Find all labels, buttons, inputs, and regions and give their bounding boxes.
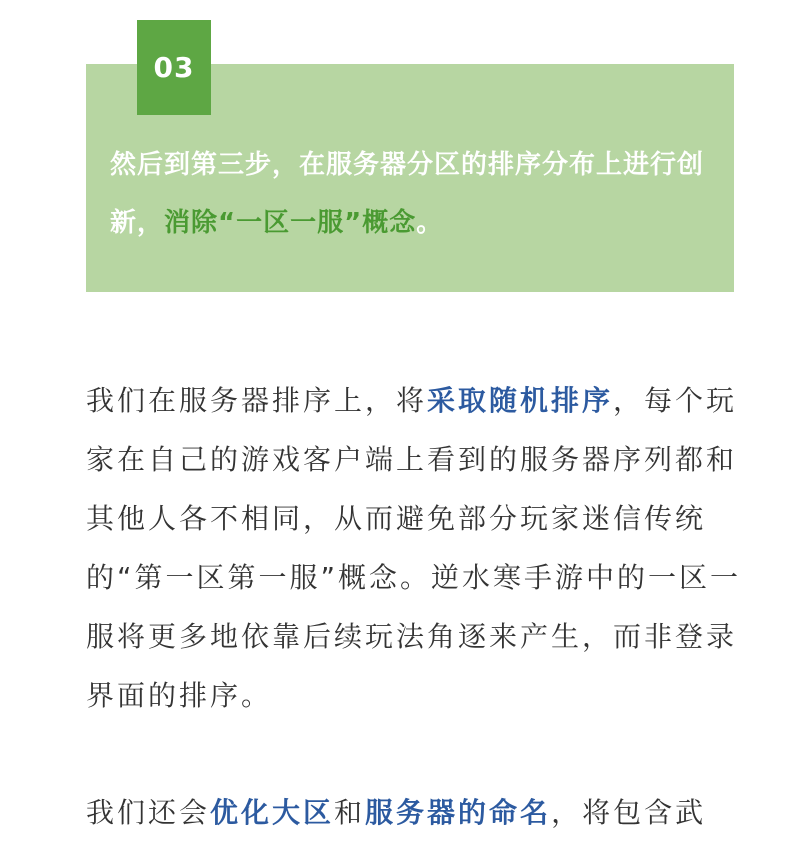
paragraph2-text-3: ，将包含武 bbox=[551, 796, 707, 829]
paragraph1-text-2: ，每个玩家在自己的游戏客户端上看到的服务器序列都和其他人各不相同，从而避免部分玩家迷信传统的“第一区第一服”概念。逆水寒手游中的一区一服将更多地依靠后续玩法角逐来产生，而非登录界面的排序。 bbox=[86, 384, 742, 712]
step-number-badge bbox=[137, 20, 211, 115]
paragraph1-text-1: 我们在服务器排序上，将 bbox=[86, 384, 428, 417]
paragraph2-highlight-1: 优化大区 bbox=[210, 796, 335, 829]
paragraph2-text-2: 和 bbox=[334, 796, 366, 829]
paragraph2-text-1: 我们还会 bbox=[86, 796, 211, 829]
paragraph1-highlight-1: 采取随机排序 bbox=[427, 384, 614, 417]
step-description bbox=[110, 136, 720, 252]
paragraph-naming bbox=[86, 783, 746, 842]
step-number: 03 bbox=[153, 51, 195, 84]
step-text-plain: 然后到第三步，在服务器分区的排序分布上进行创新， bbox=[110, 150, 705, 238]
step-text-highlight: 消除“一区一服”概念 bbox=[164, 208, 417, 238]
step-text-end: 。 bbox=[416, 208, 444, 238]
paragraph2-highlight-2: 服务器的命名 bbox=[365, 796, 552, 829]
paragraph-random-sorting bbox=[86, 371, 746, 725]
